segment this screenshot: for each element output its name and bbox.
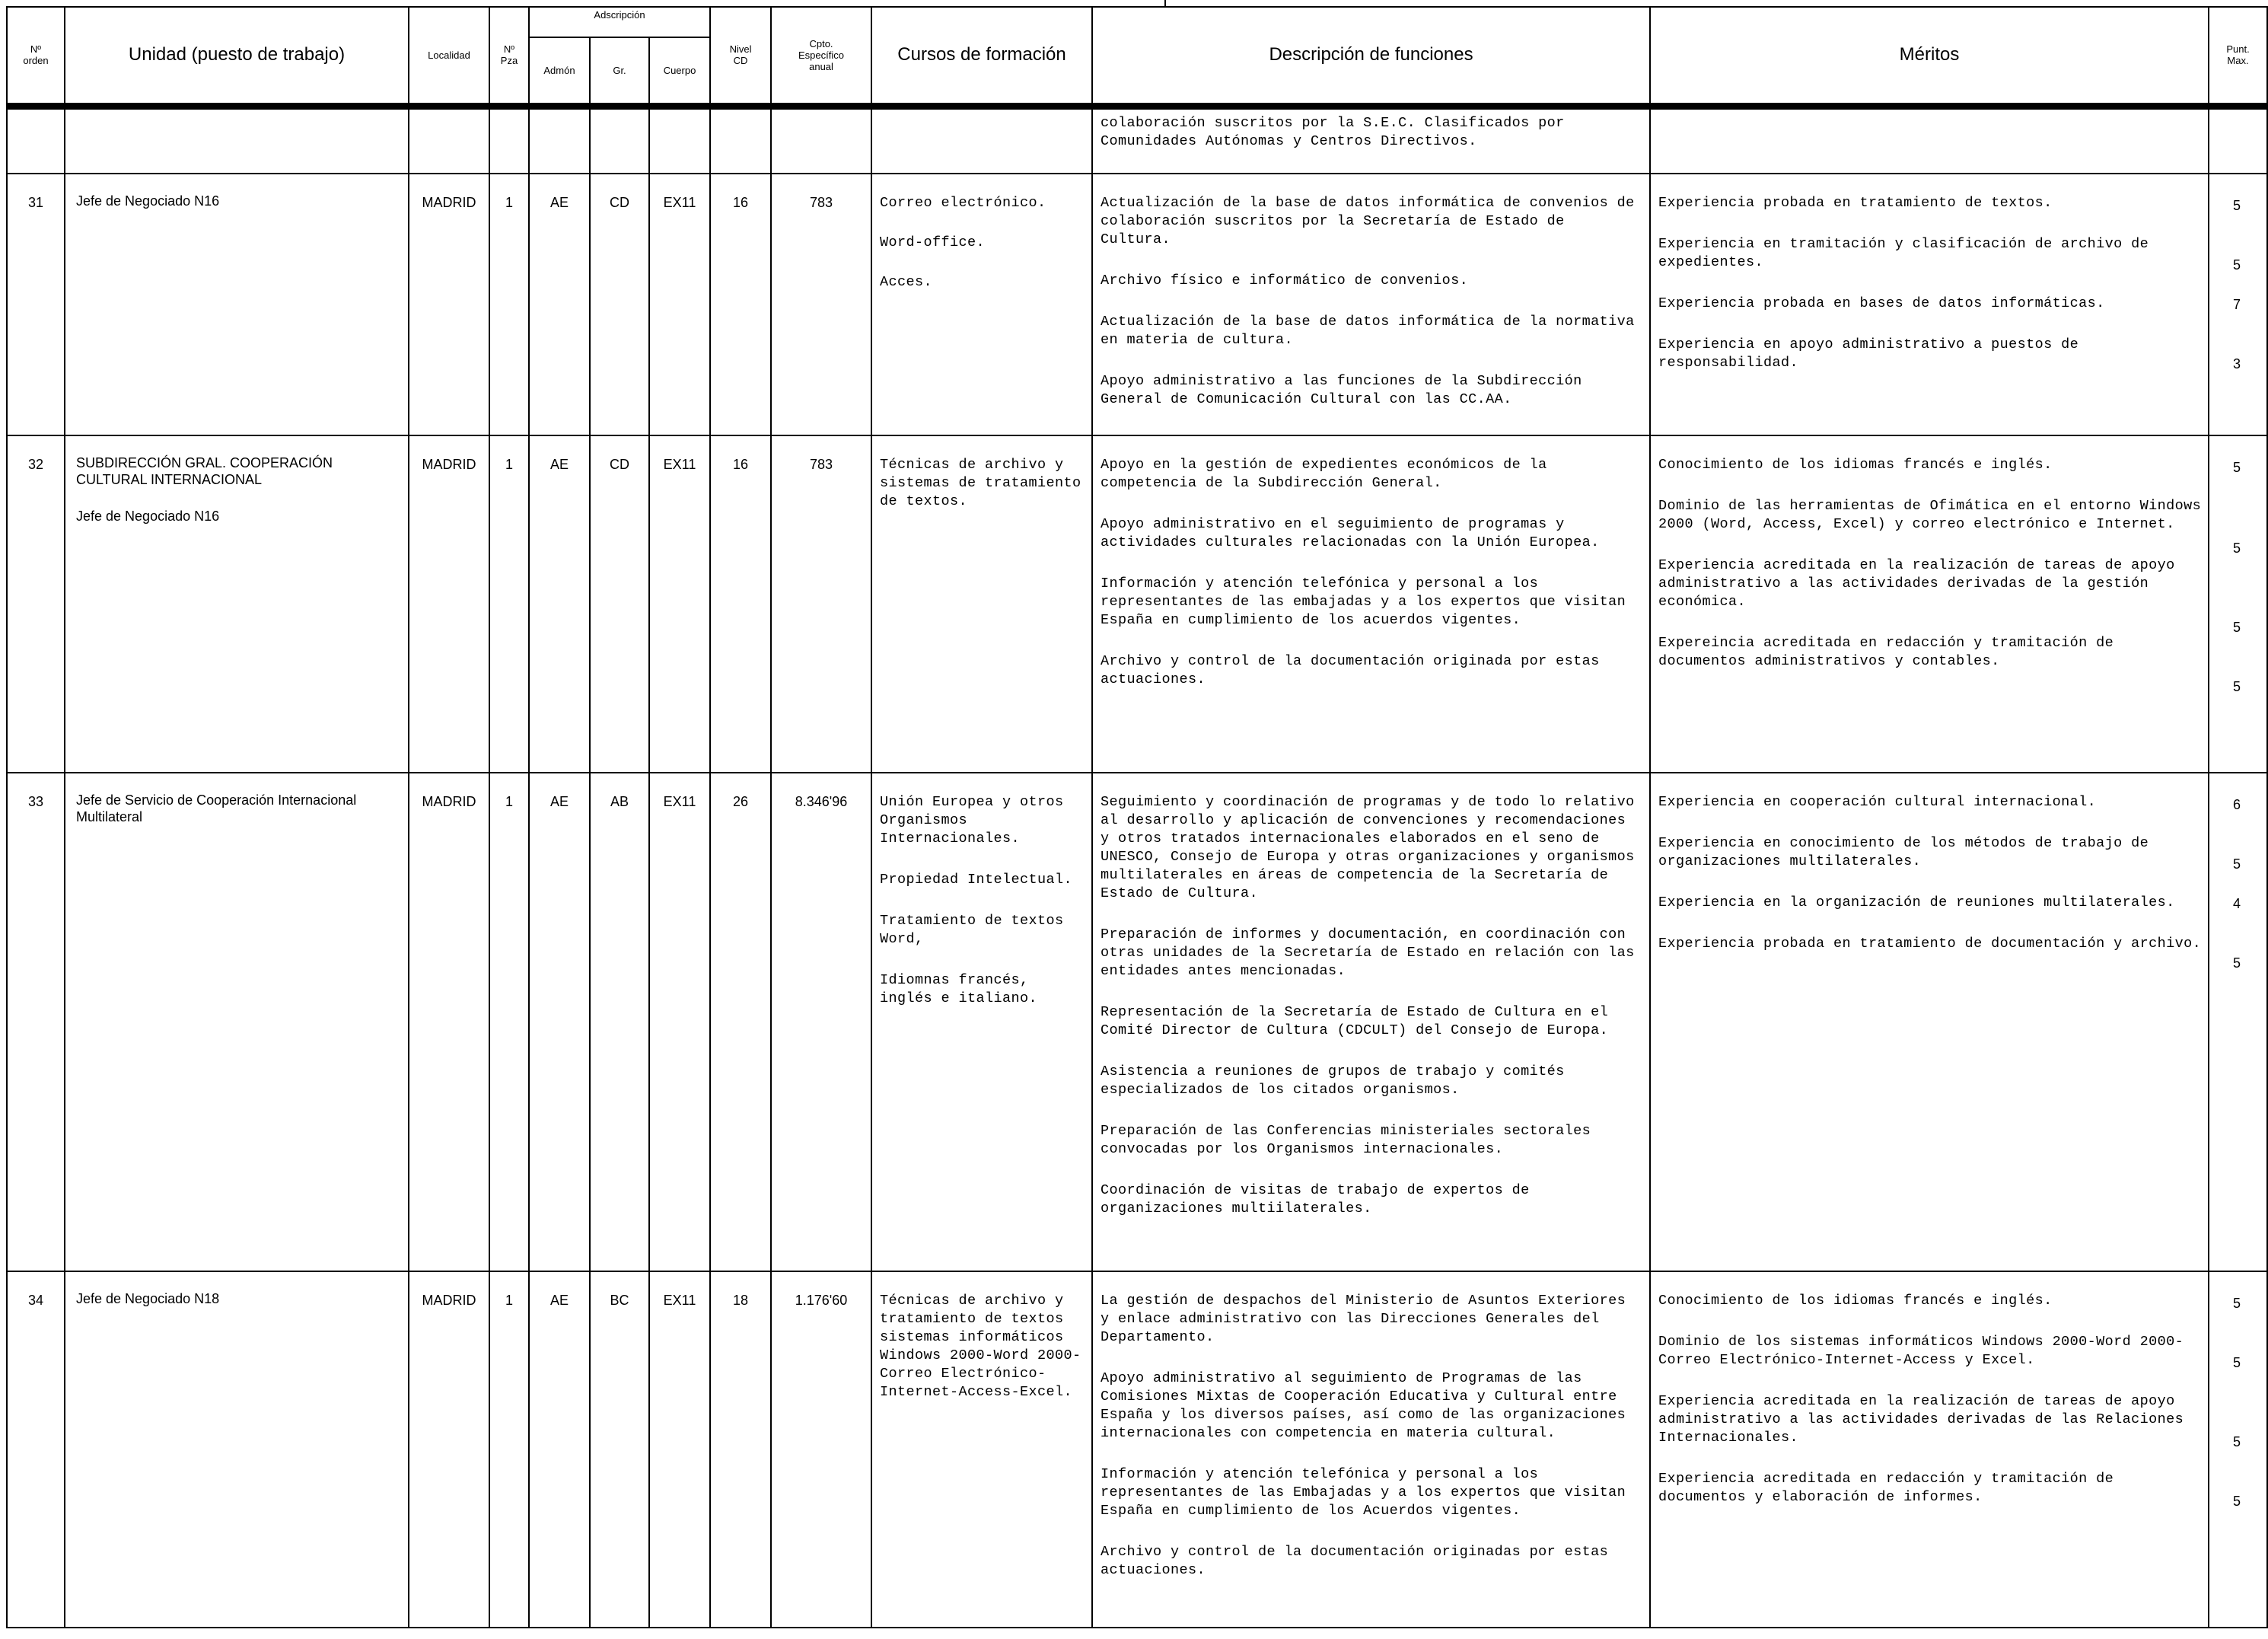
funciones-cell: colaboración suscritos por la S.E.C. Clasificados por Comunidades Autónomas y Centros Directivos. xyxy=(1092,106,1650,174)
funciones-cell: La gestión de despachos del Ministerio de Asuntos Exteriores y enlace administrativo con las Direcciones Generales del Departamento. Apoyo administrativo al seguimiento de Programas de las Comisiones Mixtas de Cooperación Educativa y Cultural entre España y los diversos países, así como de las organizaciones internacionales con competencia en materia cultural. Información y atención telefónica y personal a los representantes de las Embajadas y a los expertos que visitan España en cumplimiento de los Acuerdos vigentes. Archivo y control de la documentación originadas por estas actuaciones. xyxy=(1092,1271,1650,1628)
orden-cell: 33 xyxy=(7,773,65,1271)
header-meritos: Méritos xyxy=(1650,7,2209,106)
header-nivel-cd: Nivel CD xyxy=(710,7,771,106)
table-row-continuation xyxy=(7,106,2267,174)
nivel-cell: 26 xyxy=(710,773,771,1271)
table-row xyxy=(7,435,2267,773)
grupo-cell: BC xyxy=(590,1271,649,1628)
admon-cell: AE xyxy=(529,174,590,435)
header-cuerpo: Cuerpo xyxy=(649,37,710,106)
localidad-cell: MADRID xyxy=(409,174,489,435)
plazas-cell: 1 xyxy=(489,174,529,435)
cursos-cell: Técnicas de archivo y sistemas de tratamiento de textos. xyxy=(871,435,1092,773)
puntuacion-cell: 5 5 7 3 xyxy=(2209,174,2267,435)
unidad-cell: Jefe de Negociado N18 xyxy=(65,1271,409,1628)
admon-cell: AE xyxy=(529,1271,590,1628)
cuerpo-cell: EX11 xyxy=(649,1271,710,1628)
orden-cell: 32 xyxy=(7,435,65,773)
complemento-cell: 8.346'96 xyxy=(771,773,871,1271)
grupo-cell: CD xyxy=(590,435,649,773)
localidad-cell: MADRID xyxy=(409,1271,489,1628)
table-row xyxy=(7,773,2267,1271)
header-complemento-especifico: Cpto. Específico anual xyxy=(771,7,871,106)
meritos-cell: Experiencia en cooperación cultural internacional. Experiencia en conocimiento de los métodos de trabajo de organizaciones multilaterales. Experiencia en la organización de reuniones multilaterales. Experiencia probada en tratamiento de documentación y archivo. xyxy=(1650,773,2209,1271)
cursos-cell: Correo electrónico. Word-office. Acces. xyxy=(871,174,1092,435)
complemento-cell: 783 xyxy=(771,435,871,773)
meritos-cell: Conocimiento de los idiomas francés e inglés. Dominio de los sistemas informáticos Windows 2000-Word 2000-Correo Electrónico-Internet-Access y Excel. Experiencia acreditada en la realización de tareas de apoyo administrativo a las actividades derivadas de las Relaciones Internacionales. Experiencia acreditada en redacción y tramitación de documentos y elaboración de informes. xyxy=(1650,1271,2209,1628)
unidad-cell: Jefe de Servicio de Cooperación Internacional Multilateral xyxy=(65,773,409,1271)
header-grupo: Gr. xyxy=(590,37,649,106)
header-unidad: Unidad (puesto de trabajo) xyxy=(65,7,409,106)
header-descripcion-funciones: Descripción de funciones xyxy=(1092,7,1650,106)
header-numero-orden: Nº orden xyxy=(7,7,65,106)
nivel-cell: 18 xyxy=(710,1271,771,1628)
meritos-cell: Conocimiento de los idiomas francés e inglés. Dominio de las herramientas de Ofimática en el entorno Windows 2000 (Word, Access, Excel) y correo electrónico e Internet. Experiencia acreditada en la realización de tareas de apoyo administrativo a las actividades derivadas de la gestión económica. Expereincia acreditada en redacción y tramitación de documentos administrativos y contables. xyxy=(1650,435,2209,773)
funciones-cell: Actualización de la base de datos informática de convenios de colaboración suscritos por la Secretaría de Estado de Cultura. Archivo físico e informático de convenios. Actualización de la base de datos informática de la normativa en materia de cultura. Apoyo administrativo a las funciones de la Subdirección General de Comunicación Cultural con las CC.AA. xyxy=(1092,174,1650,435)
localidad-cell: MADRID xyxy=(409,435,489,773)
grupo-cell: AB xyxy=(590,773,649,1271)
header-numero-plazas: Nº Pza xyxy=(489,7,529,106)
cursos-cell: Técnicas de archivo y tratamiento de textos sistemas informáticos Windows 2000-Word 2000-Correo Electrónico-Internet-Access-Excel. xyxy=(871,1271,1092,1628)
nivel-cell: 16 xyxy=(710,174,771,435)
complemento-cell: 783 xyxy=(771,174,871,435)
cuerpo-cell: EX11 xyxy=(649,174,710,435)
puntuacion-cell: 6 5 4 5 xyxy=(2209,773,2267,1271)
header-puntuacion-maxima: Punt. Max. xyxy=(2209,7,2267,106)
admon-cell: AE xyxy=(529,435,590,773)
admon-cell: AE xyxy=(529,773,590,1271)
grupo-cell: CD xyxy=(590,174,649,435)
plazas-cell: 1 xyxy=(489,1271,529,1628)
orden-cell: 31 xyxy=(7,174,65,435)
header-localidad: Localidad xyxy=(409,7,489,106)
plazas-cell: 1 xyxy=(489,773,529,1271)
meritos-cell: Experiencia probada en tratamiento de textos. Experiencia en tramitación y clasificación de archivo de expedientes. Experiencia probada en bases de datos informáticas. Experiencia en apoyo administrativo a puestos de responsabilidad. xyxy=(1650,174,2209,435)
plazas-cell: 1 xyxy=(489,435,529,773)
unidad-cell: SUBDIRECCIÓN GRAL. COOPERACIÓN CULTURAL INTERNACIONAL Jefe de Negociado N16 xyxy=(65,435,409,773)
funciones-cell: Seguimiento y coordinación de programas y de todo lo relativo al desarrollo y aplicación de convenciones y recomendaciones y otros tratados internacionales elaborados en el seno de UNESCO, Consejo de Europa y otras organizaciones y organismos multilaterales en áreas de competencia de la Secretaría de Estado de Cultura. Preparación de informes y documentación, en coordinación con otras unidades de la Secretaría de Estado en relación con las entidades antes mencionadas. Representación de la Secretaría de Estado de Cultura en el Comité Director de Cultura (CDCULT) del Consejo de Europa. Asistencia a reuniones de grupos de trabajo y comités especializados de los citados organismos. Preparación de las Conferencias ministeriales sectorales convocadas por los Organismos internacionales. Coordinación de visitas de trabajo de expertos de organizaciones multiilaterales. xyxy=(1092,773,1650,1271)
cuerpo-cell: EX11 xyxy=(649,435,710,773)
page-tick-mark xyxy=(1164,0,1166,6)
nivel-cell: 16 xyxy=(710,435,771,773)
puntuacion-cell: 5 5 5 5 xyxy=(2209,435,2267,773)
unidad-cell: Jefe de Negociado N16 xyxy=(65,174,409,435)
cuerpo-cell: EX11 xyxy=(649,773,710,1271)
cursos-cell: Unión Europea y otros Organismos Internacionales. Propiedad Intelectual. Tratamiento de textos Word, Idiomnas francés, inglés e italiano. xyxy=(871,773,1092,1271)
job-positions-table xyxy=(6,6,2268,1628)
orden-cell: 34 xyxy=(7,1271,65,1628)
complemento-cell: 1.176'60 xyxy=(771,1271,871,1628)
table-row xyxy=(7,174,2267,435)
header-admon: Admón xyxy=(529,37,590,106)
header-adscripcion: Adscripción xyxy=(529,7,710,37)
localidad-cell: MADRID xyxy=(409,773,489,1271)
puntuacion-cell: 5 5 5 5 xyxy=(2209,1271,2267,1628)
header-cursos-formacion: Cursos de formación xyxy=(871,7,1092,106)
table-row xyxy=(7,1271,2267,1628)
funciones-cell: Apoyo en la gestión de expedientes económicos de la competencia de la Subdirección General. Apoyo administrativo en el seguimiento de programas y actividades culturales relacionadas con la Unión Europea. Información y atención telefónica y personal a los representantes de las embajadas y a los expertos que visitan España en cumplimiento de los acuerdos vigentes. Archivo y control de la documentación originada por estas actuaciones. xyxy=(1092,435,1650,773)
